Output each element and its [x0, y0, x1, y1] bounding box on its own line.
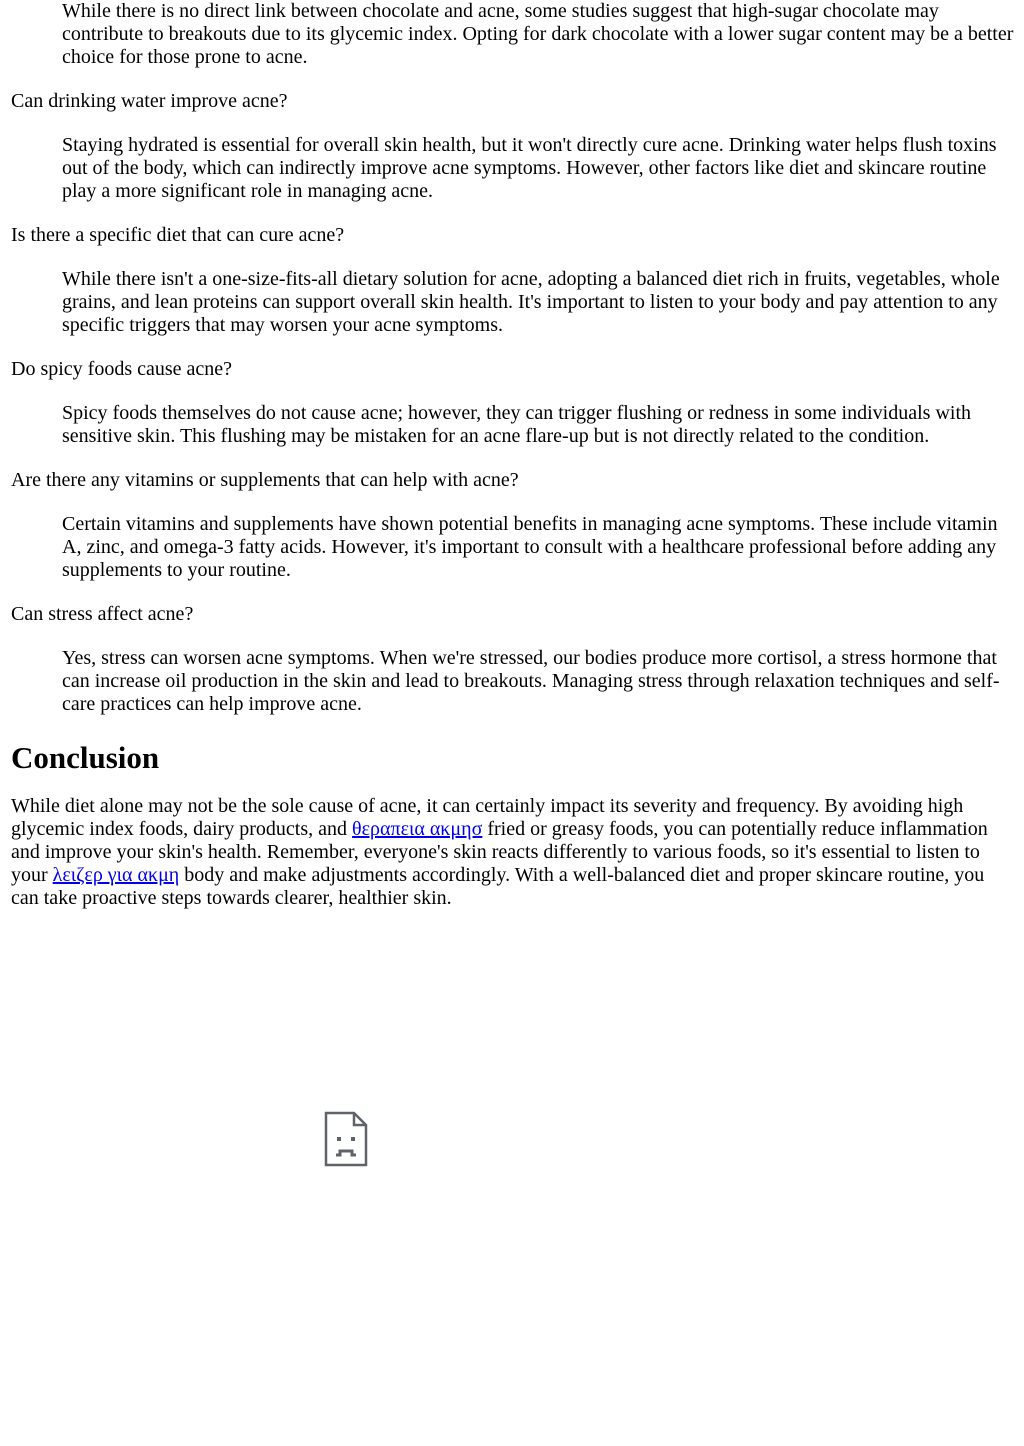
faq-answer: Spicy foods themselves do not cause acne; however, they can trigger flushing or redness in some individuals with sensitive skin. This flushing may be mistaken for an acne flare-up but is not directly related to the condition.: [62, 402, 971, 447]
faq-answer: Staying hydrated is essential for overall skin health, but it won't directly cure acne. Drinking water helps flush toxins out of the body, which can indirectly improve acne symptoms. However, other factors like diet and skincare routine play a more significant role in managing acne.: [62, 134, 997, 202]
faq-list: [11, 0, 1014, 716]
faq-answer: While there is no direct link between chocolate and acne, some studies suggest that high-sugar chocolate may contribute to breakouts due to its glycemic index. Opting for dark chocolate with a lower sugar content may be a better choice for those prone to acne.: [62, 0, 1014, 68]
conclusion-paragraph: [11, 795, 1014, 910]
faq-answer: While there isn't a one-size-fits-all dietary solution for acne, adopting a balanced diet rich in fruits, vegetables, whole grains, and lean proteins can support overall skin health. It's important to listen to your body and pay attention to any specific triggers that may worsen your acne symptoms.: [62, 268, 1000, 336]
faq-question: Are there any vitamins or supplements that can help with acne?: [11, 469, 519, 491]
broken-image-icon: [324, 1111, 368, 1167]
conclusion-text: While diet alone may not be the sole cause of acne, it can certainly impact its severity and frequency. By avoiding high glycemic index foods, dairy products, and: [11, 795, 964, 840]
faq-question: Is there a specific diet that can cure acne?: [11, 224, 345, 246]
faq-question: Can drinking water improve acne?: [11, 90, 288, 112]
faq-question: Can stress affect acne?: [11, 603, 194, 625]
faq-question: Do spicy foods cause acne?: [11, 358, 233, 380]
acne-laser-link[interactable]: λειζερ για ακμη: [52, 864, 180, 886]
conclusion-text: body and make adjustments accordingly. With a well-balanced diet and proper skincare routine, you can take proactive steps towards clearer, healthier skin.: [11, 864, 985, 909]
conclusion-heading: Conclusion: [11, 740, 160, 775]
faq-answer: Certain vitamins and supplements have shown potential benefits in managing acne symptoms. These include vitamin A, zinc, and omega-3 fatty acids. However, it's important to consult with a healthcare professional before adding any supplements to your routine.: [62, 513, 998, 581]
acne-treatment-link[interactable]: θεραπεια ακμησ: [352, 818, 483, 840]
faq-answer: Yes, stress can worsen acne symptoms. When we're stressed, our bodies produce more cortisol, a stress hormone that can increase oil production in the skin and lead to breakouts. Managing stress through relaxation techniques and self-care practices can help improve acne.: [62, 647, 1000, 715]
conclusion-text: fried or greasy foods, you can potentially reduce inflammation and improve your skin's health. Remember, everyone's skin reacts differently to various foods, so it's essential to listen to your: [11, 818, 988, 886]
